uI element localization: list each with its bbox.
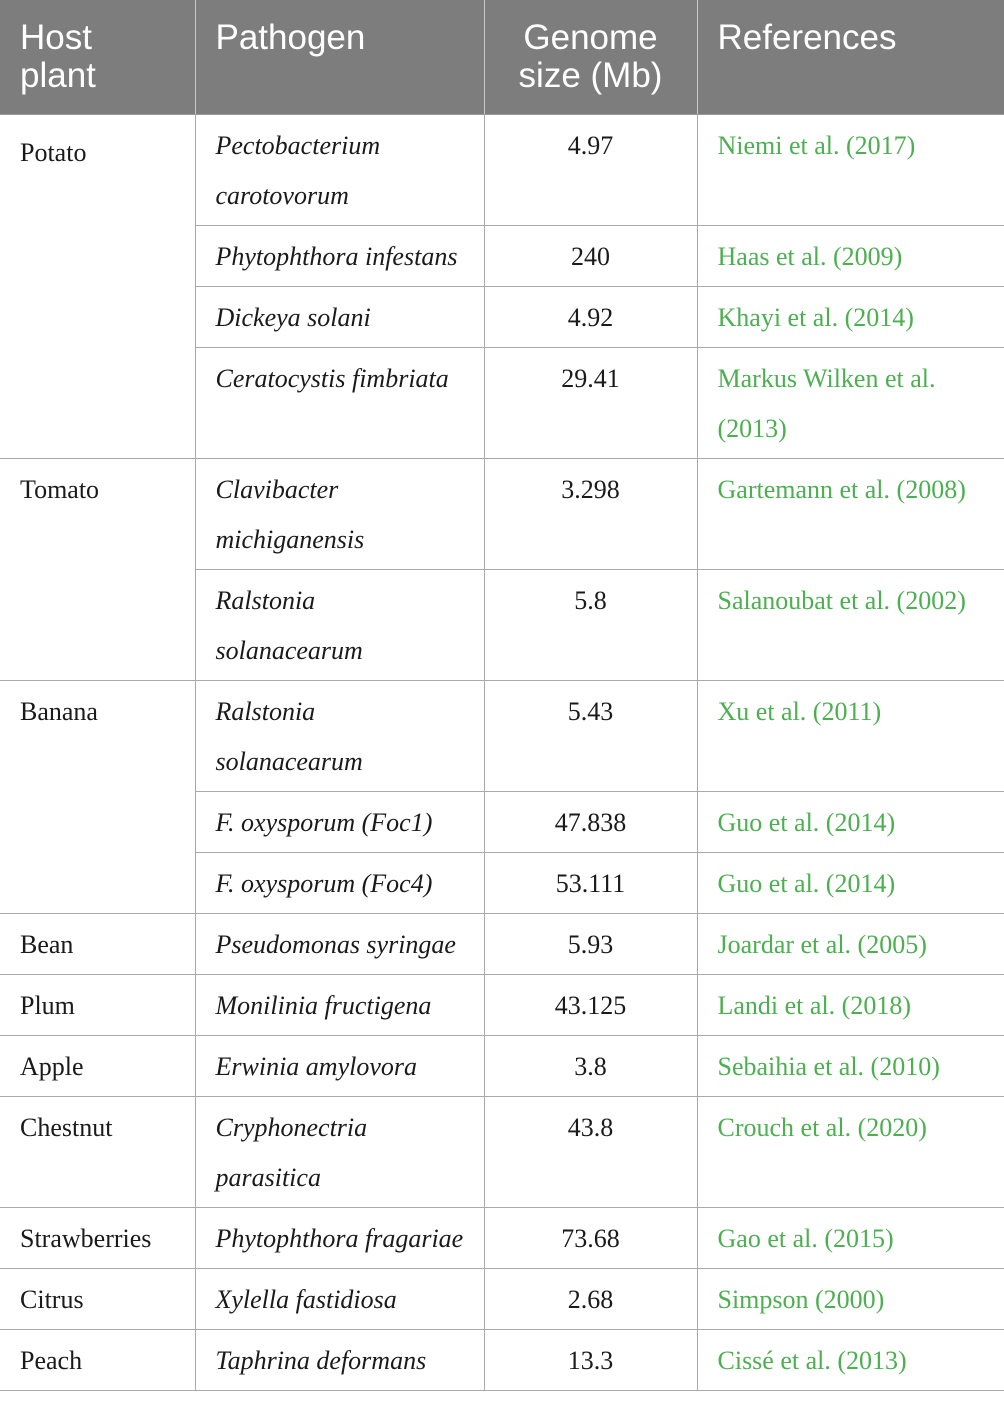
pathogen-cell: Cryphonectria parasitica [195,1097,484,1208]
host-cell: Apple [0,1036,195,1097]
reference-link[interactable]: Haas et al. (2009) [697,226,1004,287]
table-row [0,459,1004,570]
host-cell: Tomato [0,459,195,681]
table-row [0,115,1004,226]
reference-link[interactable]: Simpson (2000) [697,1269,1004,1330]
header-pathogen: Pathogen [195,0,484,115]
reference-link[interactable]: Xu et al. (2011) [697,681,1004,792]
host-cell: Banana [0,681,195,914]
reference-link[interactable]: Sebaihia et al. (2010) [697,1036,1004,1097]
genome-size-cell: 3.8 [484,1036,697,1097]
host-cell: Strawberries [0,1208,195,1269]
genome-size-cell: 5.8 [484,570,697,681]
table-row [0,681,1004,792]
header-genome-size: Genome size (Mb) [484,0,697,115]
genome-size-cell: 43.125 [484,975,697,1036]
table-row [0,1036,1004,1097]
reference-link[interactable]: Niemi et al. (2017) [697,115,1004,226]
pathogen-cell: Phytophthora fragariae [195,1208,484,1269]
reference-link[interactable]: Guo et al. (2014) [697,853,1004,914]
reference-link[interactable]: Markus Wilken et al. (2013) [697,348,1004,459]
pathogen-cell: Clavibacter michiganensis [195,459,484,570]
header-host-plant: Host plant [0,0,195,115]
host-cell: Peach [0,1330,195,1391]
genome-size-cell: 53.111 [484,853,697,914]
table-row [0,1330,1004,1391]
genome-size-cell: 13.3 [484,1330,697,1391]
reference-link[interactable]: Gao et al. (2015) [697,1208,1004,1269]
genome-size-cell: 5.43 [484,681,697,792]
pathogen-cell: Ralstonia solanacearum [195,681,484,792]
pathogen-cell: Erwinia amylovora [195,1036,484,1097]
pathogen-cell: Monilinia fructigena [195,975,484,1036]
reference-link[interactable]: Khayi et al. (2014) [697,287,1004,348]
genome-size-cell: 5.93 [484,914,697,975]
table-row [0,1097,1004,1208]
pathogen-cell: Xylella fastidiosa [195,1269,484,1330]
pathogen-cell: Pseudomonas syringae [195,914,484,975]
pathogen-cell: Phytophthora infestans [195,226,484,287]
pathogen-cell: Taphrina deformans [195,1330,484,1391]
genome-size-cell: 240 [484,226,697,287]
reference-link[interactable]: Salanoubat et al. (2002) [697,570,1004,681]
genome-size-cell: 47.838 [484,792,697,853]
reference-link[interactable]: Guo et al. (2014) [697,792,1004,853]
reference-link[interactable]: Gartemann et al. (2008) [697,459,1004,570]
host-cell: Potato [0,115,195,459]
reference-link[interactable]: Joardar et al. (2005) [697,914,1004,975]
genome-size-cell: 43.8 [484,1097,697,1208]
table-header-row [0,0,1004,115]
pathogen-cell: Ralstonia solanacearum [195,570,484,681]
host-cell: Chestnut [0,1097,195,1208]
reference-link[interactable]: Crouch et al. (2020) [697,1097,1004,1208]
pathogen-cell: Pectobacterium carotovorum [195,115,484,226]
genome-size-cell: 73.68 [484,1208,697,1269]
host-cell: Citrus [0,1269,195,1330]
pathogen-cell: F. oxysporum (Foc4) [195,853,484,914]
genome-size-cell: 29.41 [484,348,697,459]
table-row [0,914,1004,975]
pathogen-cell: Ceratocystis fimbriata [195,348,484,459]
table-row [0,975,1004,1036]
genome-size-cell: 4.92 [484,287,697,348]
reference-link[interactable]: Landi et al. (2018) [697,975,1004,1036]
header-references: References [697,0,1004,115]
table-row [0,1208,1004,1269]
genome-size-cell: 2.68 [484,1269,697,1330]
reference-link[interactable]: Cissé et al. (2013) [697,1330,1004,1391]
host-cell: Plum [0,975,195,1036]
table-row [0,1269,1004,1330]
genome-size-cell: 4.97 [484,115,697,226]
pathogen-cell: Dickeya solani [195,287,484,348]
genome-size-cell: 3.298 [484,459,697,570]
host-cell: Bean [0,914,195,975]
pathogen-cell: F. oxysporum (Foc1) [195,792,484,853]
